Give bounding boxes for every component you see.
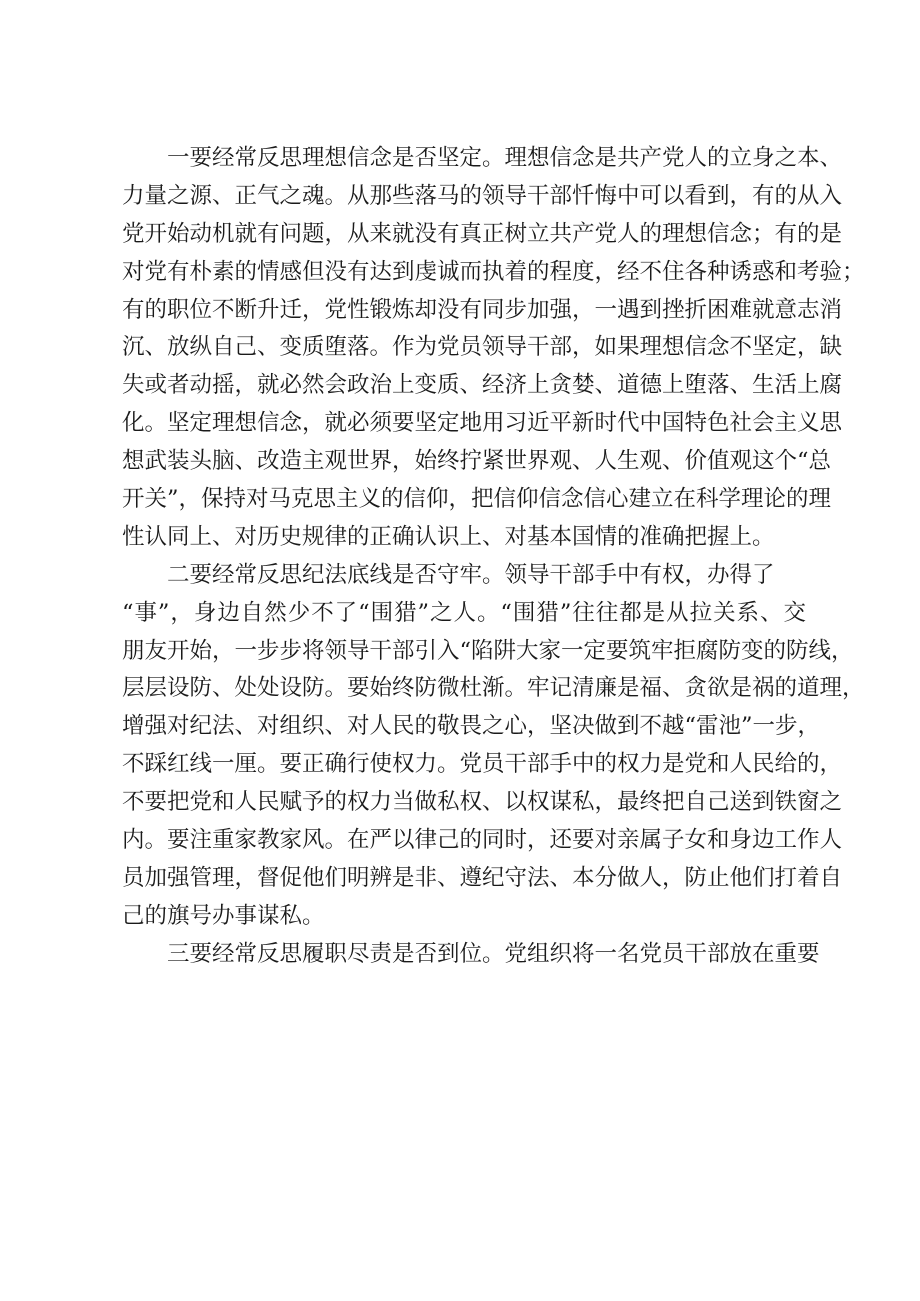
paragraph-duty-performance: [122, 936, 820, 974]
text-line: 内。要注重家教家风。在严以律己的同时，还要对亲属子女和身边工作人: [122, 827, 843, 854]
document-body: [122, 140, 865, 974]
text-line: 不踩红线一厘。要正确行使权力。党员干部手中的权力是党和人民给的，: [122, 751, 843, 778]
text-line: 化。坚定理想信念，就必须要坚定地用习近平新时代中国特色社会主义思: [122, 410, 843, 437]
text-line: 不要把党和人民赋予的权力当做私权、以权谋私，最终把自己送到铁窗之: [122, 789, 843, 816]
text-line: 有的职位不断升迁，党性锻炼却没有同步加强，一遇到挫折困难就意志消: [122, 296, 843, 323]
text-line: 朋友开始，一步步将领导干部引入“陷阱大家一定要筑牢拒腐防变的防线，: [122, 637, 854, 664]
text-line: 党开始动机就有问题，从来就没有真正树立共产党人的理想信念；有的是: [122, 220, 843, 247]
text-line: 己的旗号办事谋私。: [122, 902, 325, 929]
text-line: 开关”，保持对马克思主义的信仰，把信仰信念信心建立在科学理论的理: [122, 486, 832, 513]
paragraph-ideals-beliefs: [122, 140, 865, 557]
text-line: 想武装头脑、改造主观世界，始终拧紧世界观、人生观、价值观这个“总: [122, 448, 832, 475]
text-line: 层层设防、处处设防。要始终防微杜渐。牢记清廉是福、贪欲是祸的道理，: [122, 675, 865, 702]
text-line: 员加强管理，督促他们明辨是非、遵纪守法、本分做人，防止他们打着自: [122, 864, 843, 891]
text-line: 增强对纪法、对组织、对人民的敬畏之心，坚决做到不越“雷池”一步，: [122, 713, 821, 740]
text-line: 二要经常反思纪法底线是否守牢。领导干部手中有权，办得了: [167, 561, 775, 588]
text-line: “事”，身边自然少不了“围猎”之人。“围猎”往往都是从拉关系、交: [122, 599, 806, 626]
text-line: 失或者动摇，就必然会政治上变质、经济上贪婪、道德上堕落、生活上腐: [122, 372, 843, 399]
text-line: 性认同上、对历史规律的正确认识上、对基本国情的准确把握上。: [122, 523, 775, 550]
text-line: 力量之源、正气之魂。从那些落马的领导干部忏悔中可以看到，有的从入: [122, 182, 843, 209]
text-line: 一要经常反思理想信念是否坚定。理想信念是共产党人的立身之本、: [167, 145, 843, 171]
text-line: 沉、放纵自己、变质堕落。作为党员领导干部，如果理想信念不坚定，缺: [122, 334, 843, 361]
text-line: 三要经常反思履职尽责是否到位。党组织将一名党员干部放在重要: [167, 940, 820, 967]
text-line: 对党有朴素的情感但没有达到虔诚而执着的程度，经不住各种诱惑和考验；: [122, 258, 865, 285]
paragraph-discipline-law: [122, 557, 865, 936]
